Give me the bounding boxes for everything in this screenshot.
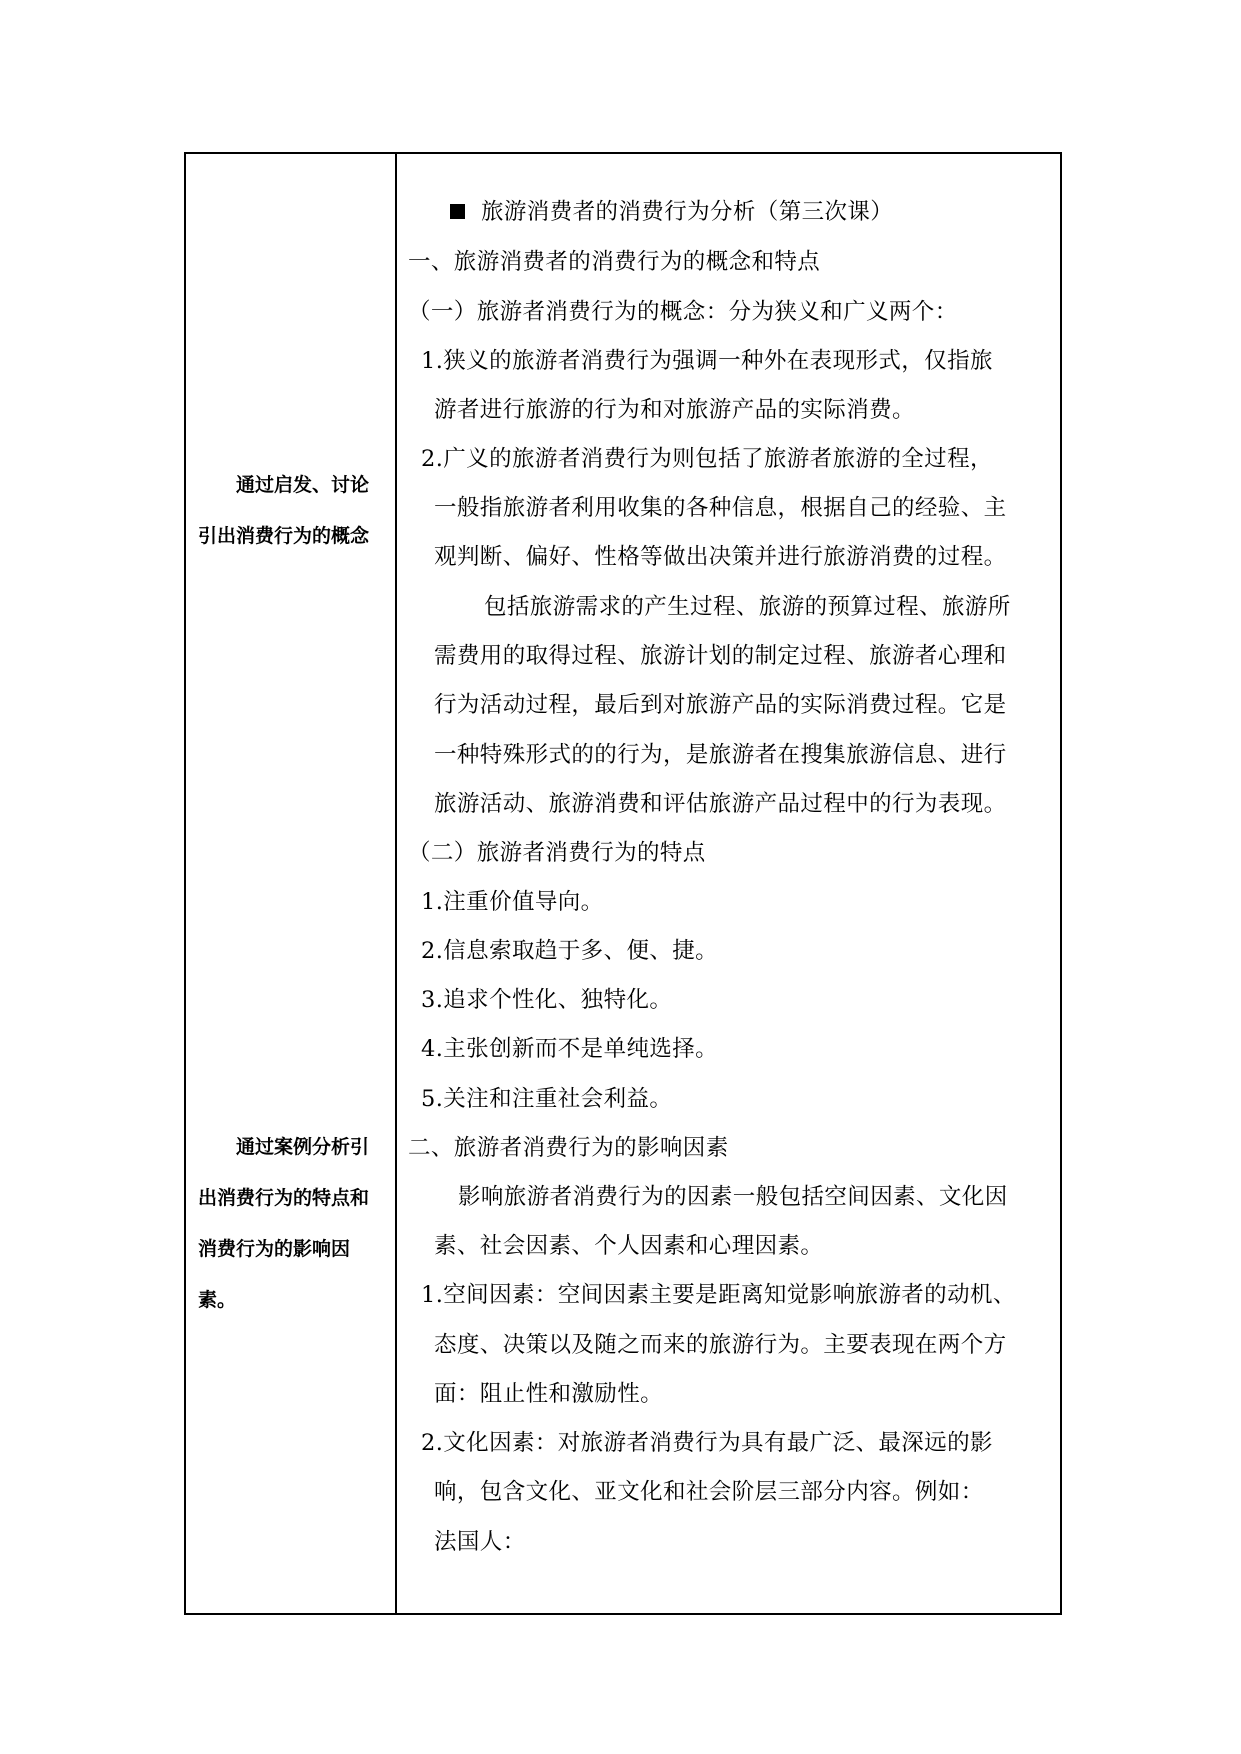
content-line: 需费用的取得过程、旅游计划的制定过程、旅游者心理和 <box>434 643 1007 669</box>
content-line: 一般指旅游者利用收集的各种信息，根据自己的经验、主 <box>434 495 1007 521</box>
content-line: 2.文化因素：对旅游者消费行为具有最广泛、最深远的影 <box>421 1430 993 1456</box>
content-line: 观判断、偏好、性格等做出决策并进行旅游消费的过程。 <box>434 544 1007 570</box>
content-line: （一）旅游者消费行为的概念：分为狭义和广义两个： <box>408 299 958 325</box>
content-line: 态度、决策以及随之而来的旅游行为。主要表现在两个方 <box>434 1332 1007 1358</box>
content-line: 影响旅游者消费行为的因素一般包括空间因素、文化因 <box>458 1184 1008 1210</box>
content-line: 3.追求个性化、独特化。 <box>421 987 673 1013</box>
content-line: 响，包含文化、亚文化和社会阶层三部分内容。例如： <box>434 1479 984 1505</box>
content-line: 旅游活动、旅游消费和评估旅游产品过程中的行为表现。 <box>434 791 1007 817</box>
square-bullet-icon <box>450 204 465 219</box>
content-line: 行为活动过程，最后到对旅游产品的实际消费过程。它是 <box>434 692 1007 718</box>
lesson-content-column <box>397 154 1060 1613</box>
section-heading <box>450 198 893 226</box>
content-line: 一种特殊形式的的行为，是旅游者在搜集旅游信息、进行 <box>434 742 1007 768</box>
teaching-note: 通过案例分析引出消费行为的特点和消费行为的影响因素。 <box>198 1136 370 1311</box>
lesson-plan-table <box>184 152 1062 1615</box>
content-line: 1.空间因素：空间因素主要是距离知觉影响旅游者的动机、 <box>421 1282 1016 1308</box>
teaching-note: 通过启发、讨论引出消费行为的概念 <box>198 474 370 547</box>
heading-text: 旅游消费者的消费行为分析（第三次课） <box>481 199 894 225</box>
content-line: 二、旅游者消费行为的影响因素 <box>408 1135 729 1161</box>
content-line: 包括旅游需求的产生过程、旅游的预算过程、旅游所 <box>484 594 1011 620</box>
content-line: 1.注重价值导向。 <box>421 889 604 915</box>
content-line: 面：阻止性和激励性。 <box>434 1381 664 1407</box>
content-line: 5.关注和注重社会利益。 <box>421 1086 673 1112</box>
content-line: 1.狭义的旅游者消费行为强调一种外在表现形式，仅指旅 <box>421 348 993 374</box>
content-line: 2.广义的旅游者消费行为则包括了旅游者旅游的全过程， <box>421 446 993 472</box>
content-line: 4.主张创新而不是单纯选择。 <box>421 1036 719 1062</box>
content-line: 一、旅游消费者的消费行为的概念和特点 <box>408 249 821 275</box>
content-line: 法国人： <box>434 1529 526 1555</box>
content-line: 2.信息索取趋于多、便、捷。 <box>421 938 719 964</box>
content-line: 游者进行旅游的行为和对旅游产品的实际消费。 <box>434 397 915 423</box>
content-line: 素、社会因素、个人因素和心理因素。 <box>434 1233 824 1259</box>
teaching-notes-column <box>186 154 395 1613</box>
content-line: （二）旅游者消费行为的特点 <box>408 840 706 866</box>
